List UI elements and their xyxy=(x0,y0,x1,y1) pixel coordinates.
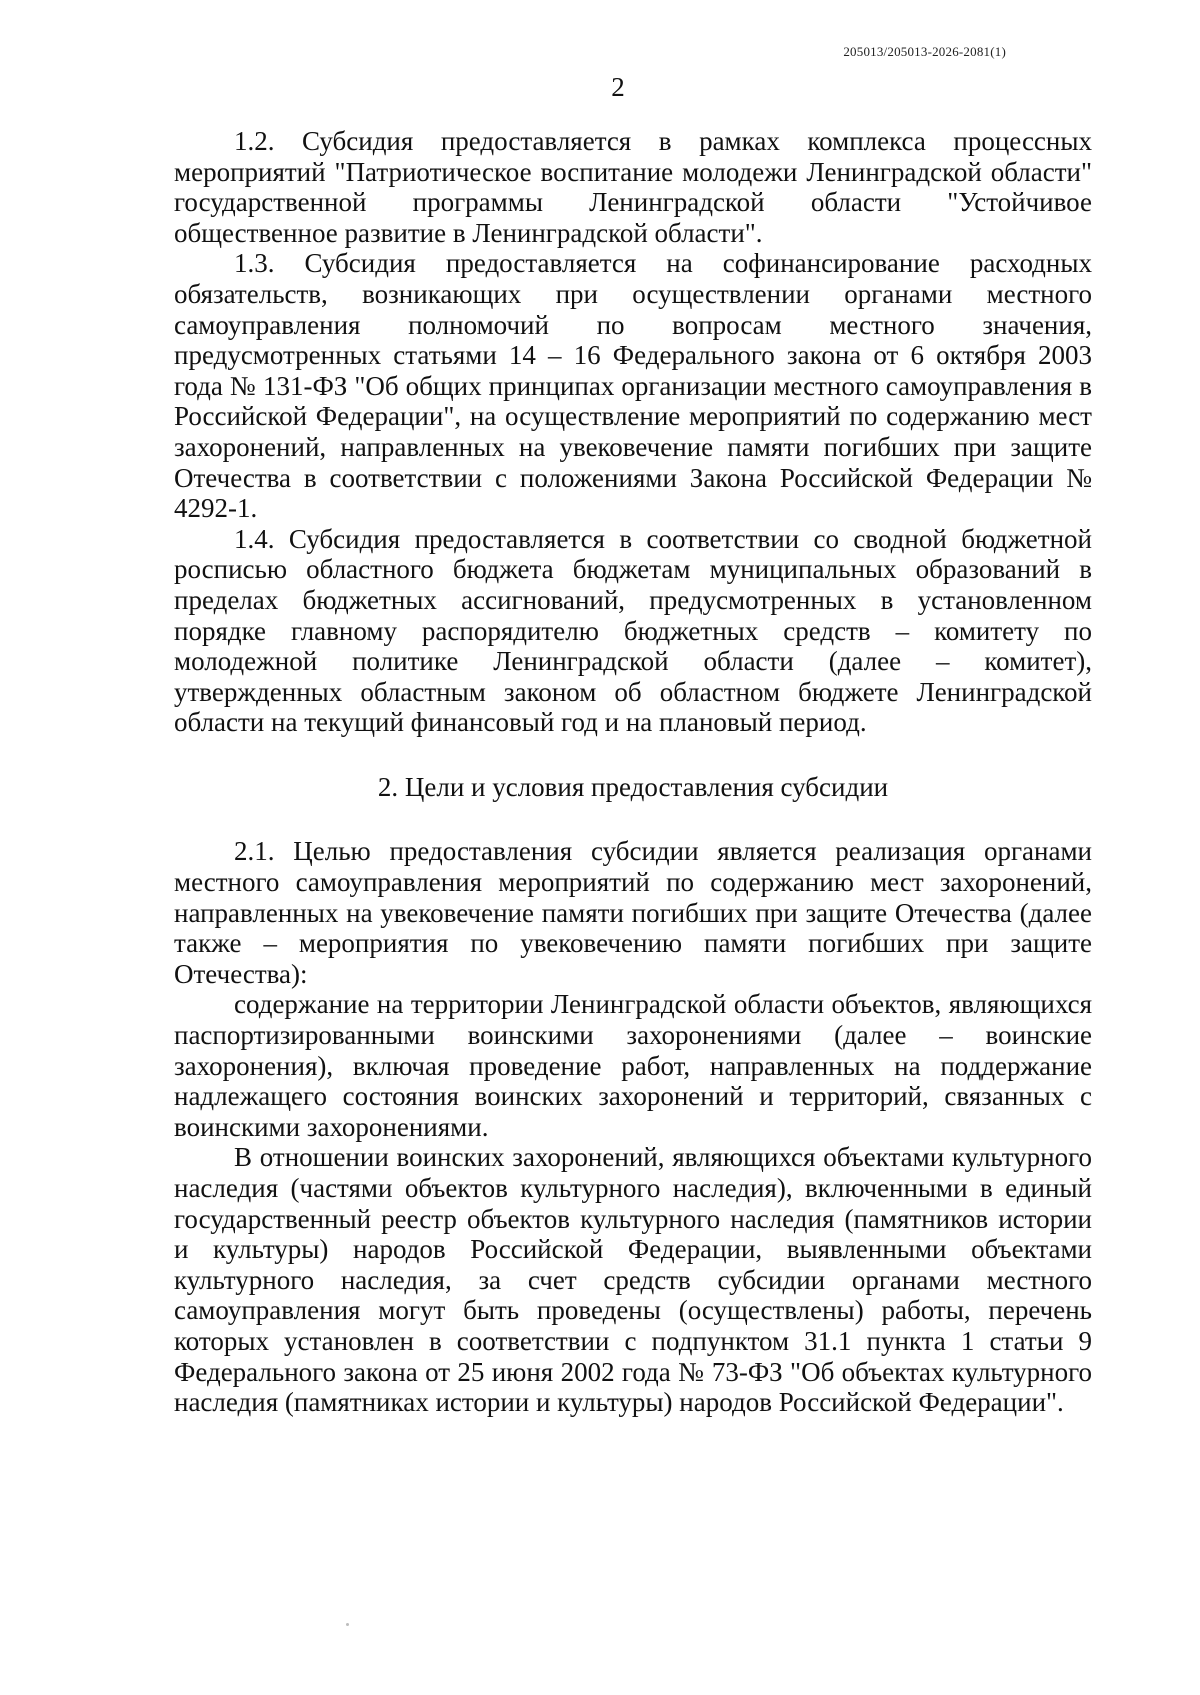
page-number: 2 xyxy=(611,72,625,102)
paragraph-1-3: 1.3. Субсидия предоставляется на софинансирование расходных обязательств, возникающих при осуществлении органами местного самоуправления полномочий по вопросам местного значения, предусмотренных статьями 14 – 16 Федерального закона от 6 октября 2003 года № 131-ФЗ "Об общих принципах организации местного самоуправления в Российской Федерации", на осуществление мероприятий по содержанию мест захоронений, направленных на увековечение памяти погибших при защите Отечества в соответствии с положениями Закона Российской Федерации № 4292-1. xyxy=(174,248,1092,524)
paragraph-maintenance: содержание на территории Ленинградской области объектов, являющихся паспортизированными воинскими захоронениями (далее – воинские захоронения), включая проведение работ, направленных на поддержание надлежащего состояния воинских захоронений и территорий, связанных с воинскими захоронениями. xyxy=(174,989,1092,1142)
section-heading: 2. Цели и условия предоставления субсидии xyxy=(377,771,889,802)
paragraph-1-2: 1.2. Субсидия предоставляется в рамках комплекса процессных мероприятий "Патриотическое воспитание молодежи Ленинградской области" государственной программы Ленинградской области "Устойчивое общественное развитие в Ленинградской области". xyxy=(174,126,1092,248)
document-body xyxy=(174,126,1092,1418)
paragraph-cultural-heritage: В отношении воинских захоронений, являющихся объектами культурного наследия (частями объектов культурного наследия), включенными в единый государственный реестр объектов культурного наследия (памятников истории и культуры) народов Российской Федерации, выявленными объектами культурного наследия, за счет средств субсидии органами местного самоуправления могут быть проведены (осуществлены) работы, перечень которых установлен в соответствии с подпунктом 31.1 пункта 1 статьи 9 Федерального закона от 25 июня 2002 года № 73-ФЗ "Об объектах культурного наследия (памятниках истории и культуры) народов Российской Федерации". xyxy=(174,1142,1092,1418)
paragraph-2-1: 2.1. Целью предоставления субсидии является реализация органами местного самоуправления мероприятий по содержанию мест захоронений, направленных на увековечение памяти погибших при защите Отечества (далее также – мероприятия по увековечению памяти погибших при защите Отечества): xyxy=(174,836,1092,989)
document-id: 205013/205013-2026-2081(1) xyxy=(843,44,1006,59)
scan-speck xyxy=(346,1623,349,1626)
paragraph-1-4: 1.4. Субсидия предоставляется в соответствии со сводной бюджетной росписью областного бюджета бюджетам муниципальных образований в пределах бюджетных ассигнований, предусмотренных в установленном порядке главному распорядителю бюджетных средств – комитету по молодежной политике Ленинградской области (далее – комитет), утвержденных областным законом об областном бюджете Ленинградской области на текущий финансовый год и на плановый период. xyxy=(174,523,1092,738)
